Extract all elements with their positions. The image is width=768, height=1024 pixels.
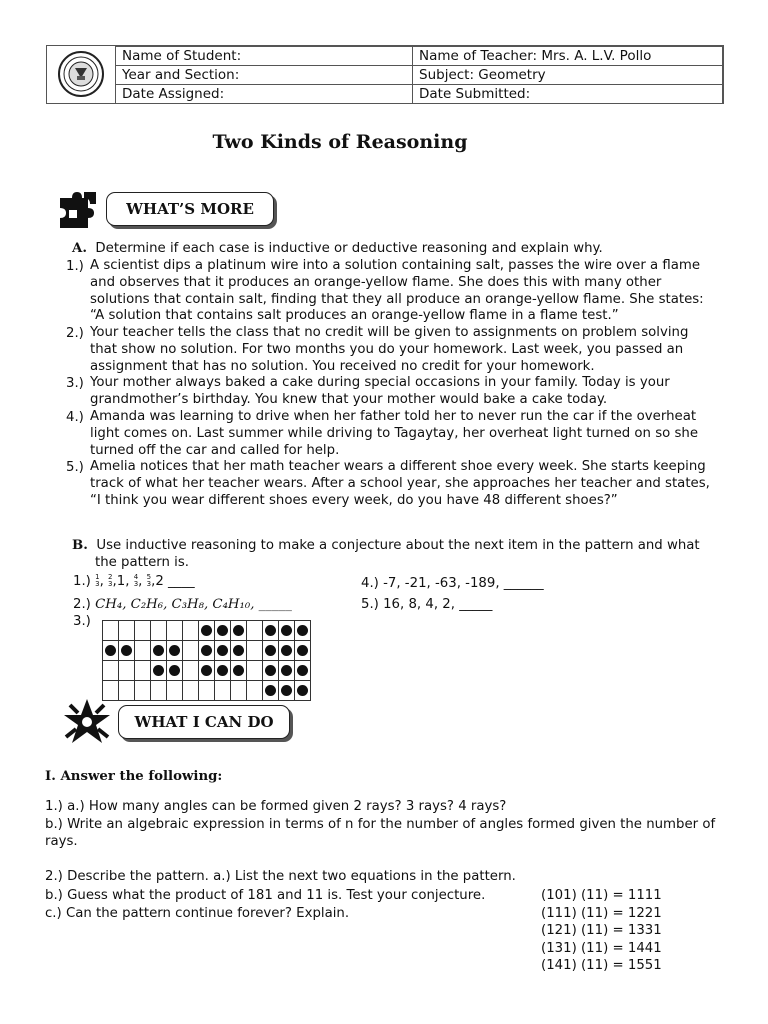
part-b-instruction-line2: the pattern is. — [95, 555, 189, 570]
whole-number: 2 — [155, 574, 164, 589]
part-b-instruction-text: Use inductive reasoning to make a conjecture about the next item in the pattern and what — [96, 538, 700, 553]
puzzle-icon — [58, 190, 100, 230]
item-line: grandmother’s birthday. You knew that your mother would bake a cake today. — [90, 391, 608, 407]
page-title: Two Kinds of Reasoning — [212, 131, 468, 153]
fraction: 5 3 — [146, 573, 152, 588]
part-a-instruction — [72, 240, 603, 257]
fraction: 1 3 — [95, 573, 100, 588]
whole-number: 1 — [116, 574, 126, 589]
date-submitted-field: Date Submitted: — [413, 85, 723, 104]
header-info-table — [115, 46, 723, 104]
item-a4-number: 4.) — [66, 410, 84, 425]
item-line: “A solution that contains salt produces an orange-yellow flame in a flame test.” — [90, 308, 619, 324]
question-b4: 4.) -7, -21, -63, -189, ______ — [361, 576, 544, 591]
question-b5: 5.) 16, 8, 4, 2, _____ — [361, 597, 493, 612]
item-a1-number: 1.) — [66, 259, 84, 274]
whats-more-banner: WHAT’S MORE — [106, 192, 274, 226]
fraction: 2 3 — [108, 573, 113, 588]
item-line: Amanda was learning to drive when her father told her to never run the car if the overheat — [90, 409, 697, 424]
item-a1 — [90, 258, 704, 325]
subject-field: Subject: Geometry — [413, 66, 723, 85]
name-of-student-field: Name of Student: — [116, 47, 413, 66]
part-a-instruction-text: Determine if each case is inductive or deductive reasoning and explain why. — [95, 241, 603, 256]
item-a4 — [90, 409, 698, 459]
question-b1: 1.) 1 3 , 2 3 ,1, 4 3 , 5 3 ,2 ____ — [73, 573, 195, 589]
item-line: Your mother always baked a cake during special occasions in your family. Today is your — [90, 375, 670, 390]
part-b-instruction — [72, 537, 700, 554]
year-section-field: Year and Section: — [116, 66, 413, 85]
name-of-teacher-field: Name of Teacher: Mrs. A. L.V. Pollo — [413, 47, 723, 66]
question-1b-line1: b.) Write an algebraic expression in terms of n for the number of angles formed given the number of — [45, 817, 716, 832]
item-line: that show no solution. For two months you do your homework. Last week, you passed an — [90, 341, 684, 357]
item-a2-number: 2.) — [66, 326, 84, 341]
item-line: solutions that contain salt, finding that they all produce an orange-yellow flame. She states: — [90, 291, 704, 307]
item-line: light comes on. Last summer while driving to Tagaytay, her overheat light turned on so she — [90, 425, 699, 441]
date-assigned-field: Date Assigned: — [116, 85, 413, 104]
dot-pattern-grid — [102, 620, 311, 701]
equation: (131) (11) = 1441 — [541, 941, 662, 956]
item-a5 — [90, 459, 710, 509]
question-b2-number: 2.) — [73, 597, 91, 612]
question-b2-text: CH₄, C₂H₆, C₃H₈, C₄H₁₀, _____ — [95, 597, 292, 612]
question-b2 — [73, 596, 292, 613]
question-1b-line2: rays. — [45, 834, 78, 849]
question-1a: 1.) a.) How many angles can be formed given 2 rays? 3 rays? 4 rays? — [45, 799, 507, 814]
equation: (111) (11) = 1221 — [541, 906, 662, 921]
section-heading: I. Answer the following: — [45, 769, 223, 784]
item-a5-number: 5.) — [66, 460, 84, 475]
item-line: “I think you wear different shoes every week, do you have 48 different shoes?” — [90, 492, 618, 508]
part-b-label: B. — [72, 538, 88, 553]
hands-star-icon — [60, 697, 114, 749]
fraction: 4 3 — [133, 573, 139, 588]
item-line: Amelia notices that her math teacher wears a different shoe every week. She starts keeping — [90, 459, 706, 474]
item-a3 — [90, 375, 670, 409]
item-line: track of what her teacher wears. After a school year, she approaches her teacher and states, — [90, 475, 710, 491]
equation: (121) (11) = 1331 — [541, 923, 662, 938]
question-b1-number: 1.) — [73, 574, 91, 589]
what-i-can-do-banner: WHAT I CAN DO — [118, 705, 290, 739]
equation: (101) (11) = 1111 — [541, 888, 662, 903]
question-b3-number: 3.) — [73, 614, 91, 629]
item-a3-number: 3.) — [66, 376, 84, 391]
school-seal-logo — [47, 46, 116, 103]
header-table — [46, 45, 724, 104]
question-2a: 2.) Describe the pattern. a.) List the next two equations in the pattern. — [45, 869, 516, 884]
item-line: A scientist dips a platinum wire into a solution containing salt, passes the wire over a flame — [90, 258, 701, 273]
question-2c: c.) Can the pattern continue forever? Explain. — [45, 906, 350, 921]
item-line: assignment that has no solution. You received no credit for your homework. — [90, 358, 595, 374]
part-a-label: A. — [72, 241, 87, 256]
answer-blank: ____ — [168, 574, 195, 589]
equation: (141) (11) = 1551 — [541, 958, 662, 973]
item-a2 — [90, 325, 688, 375]
item-line: Your teacher tells the class that no credit will be given to assignments on problem solving — [90, 325, 689, 340]
item-line: turned off the car and called for help. — [90, 442, 340, 458]
question-2b: b.) Guess what the product of 181 and 11 is. Test your conjecture. — [45, 888, 486, 903]
item-line: and observes that it produces an orange-yellow flame. She does this with many other — [90, 274, 662, 290]
